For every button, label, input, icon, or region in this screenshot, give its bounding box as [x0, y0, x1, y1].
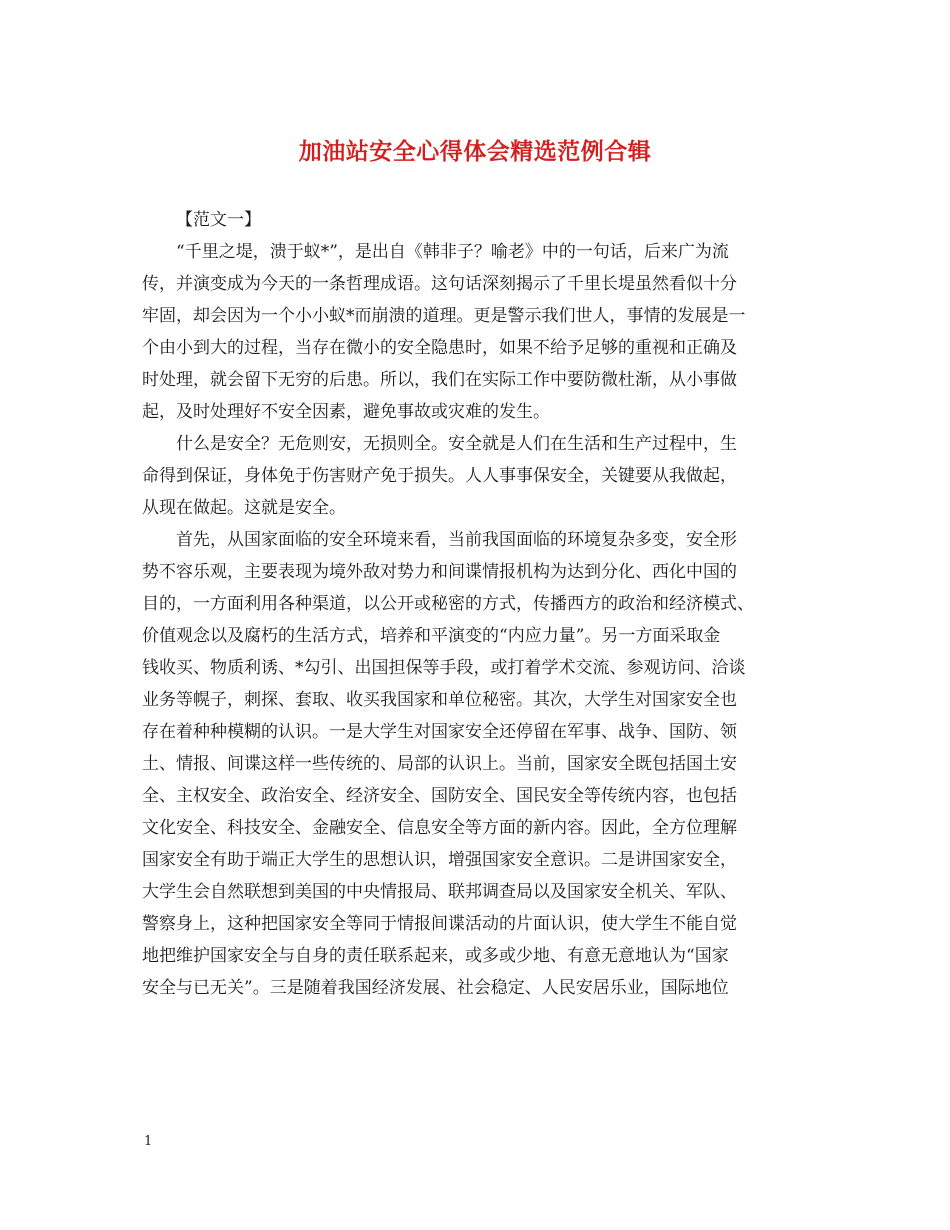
paragraph-line: 起，及时处理好不安全因素，避免事故或灾难的发生。 [142, 402, 550, 422]
paragraph-line: 存在着种种模糊的认识。一是大学生对国家安全还停留在军事、战争、国防、领 [142, 722, 737, 742]
paragraph-line: 时处理，就会留下无穷的后患。所以，我们在实际工作中要防微杜渐，从小事做 [142, 370, 737, 390]
section-label: 【范文一】 [176, 210, 261, 230]
paragraph-line: 安全与已无关”。三是随着我国经济发展、社会稳定、人民安居乐业，国际地位 [142, 978, 729, 998]
document-title: 加油站安全心得体会精选范例合辑 [298, 139, 652, 165]
paragraph-line: 地把维护国家安全与自身的责任联系起来，或多或少地、有意无意地认为“国家 [142, 946, 729, 966]
paragraph-line: 业务等幌子，刺探、套取、收买我国家和单位秘密。其次，大学生对国家安全也 [142, 690, 737, 710]
paragraph-line: 国家安全有助于端正大学生的思想认识，增强国家安全意识。二是讲国家安全， [142, 850, 737, 870]
paragraph-line: 警察身上，这种把国家安全等同于情报间谍活动的片面认识，使大学生不能自觉 [142, 914, 737, 934]
paragraph-line: “千里之堤，溃于蚁*”，是出自《韩非子？喻老》中的一句话，后来广为流 [176, 242, 729, 262]
paragraph-line: 价值观念以及腐朽的生活方式，培养和平演变的“内应力量”。另一方面采取金 [142, 626, 721, 646]
page-number: 1 [144, 1134, 153, 1149]
paragraph-line: 文化安全、科技安全、金融安全、信息安全等方面的新内容。因此，全方位理解 [142, 818, 737, 838]
paragraph-line: 牢固，却会因为一个小小蚁*而崩溃的道理。更是警示我们世人，事情的发展是一 [142, 306, 746, 326]
paragraph-line: 势不容乐观，主要表现为境外敌对势力和间谍情报机构为达到分化、西化中国的 [142, 562, 737, 582]
paragraph-line: 命得到保证，身体免于伤害财产免于损失。人人事事保安全，关键要从我做起， [142, 466, 737, 486]
document-body [142, 204, 824, 1004]
paragraph-line: 从现在做起。这就是安全。 [142, 498, 346, 518]
paragraph-line: 土、情报、间谍这样一些传统的、局部的认识上。当前，国家安全既包括国土安 [142, 754, 737, 774]
paragraph-line: 什么是安全？无危则安，无损则全。安全就是人们在生活和生产过程中，生 [176, 434, 737, 454]
paragraph-line: 全、主权安全、政治安全、经济安全、国防安全、国民安全等传统内容，也包括 [142, 786, 737, 806]
paragraph-line: 钱收买、物质利诱、*勾引、出国担保等手段，或打着学术交流、参观访问、洽谈 [142, 658, 746, 678]
paragraph-line: 目的，一方面利用各种渠道，以公开或秘密的方式，传播西方的政治和经济模式、 [142, 594, 754, 614]
paragraph-line: 个由小到大的过程，当存在微小的安全隐患时，如果不给予足够的重视和正确及 [142, 338, 737, 358]
paragraph-line: 传，并演变成为今天的一条哲理成语。这句话深刻揭示了千里长堤虽然看似十分 [142, 274, 737, 294]
paragraph-line: 大学生会自然联想到美国的中央情报局、联邦调查局以及国家安全机关、军队、 [142, 882, 737, 902]
paragraph-line: 首先，从国家面临的安全环境来看，当前我国面临的环境复杂多变，安全形 [176, 530, 737, 550]
